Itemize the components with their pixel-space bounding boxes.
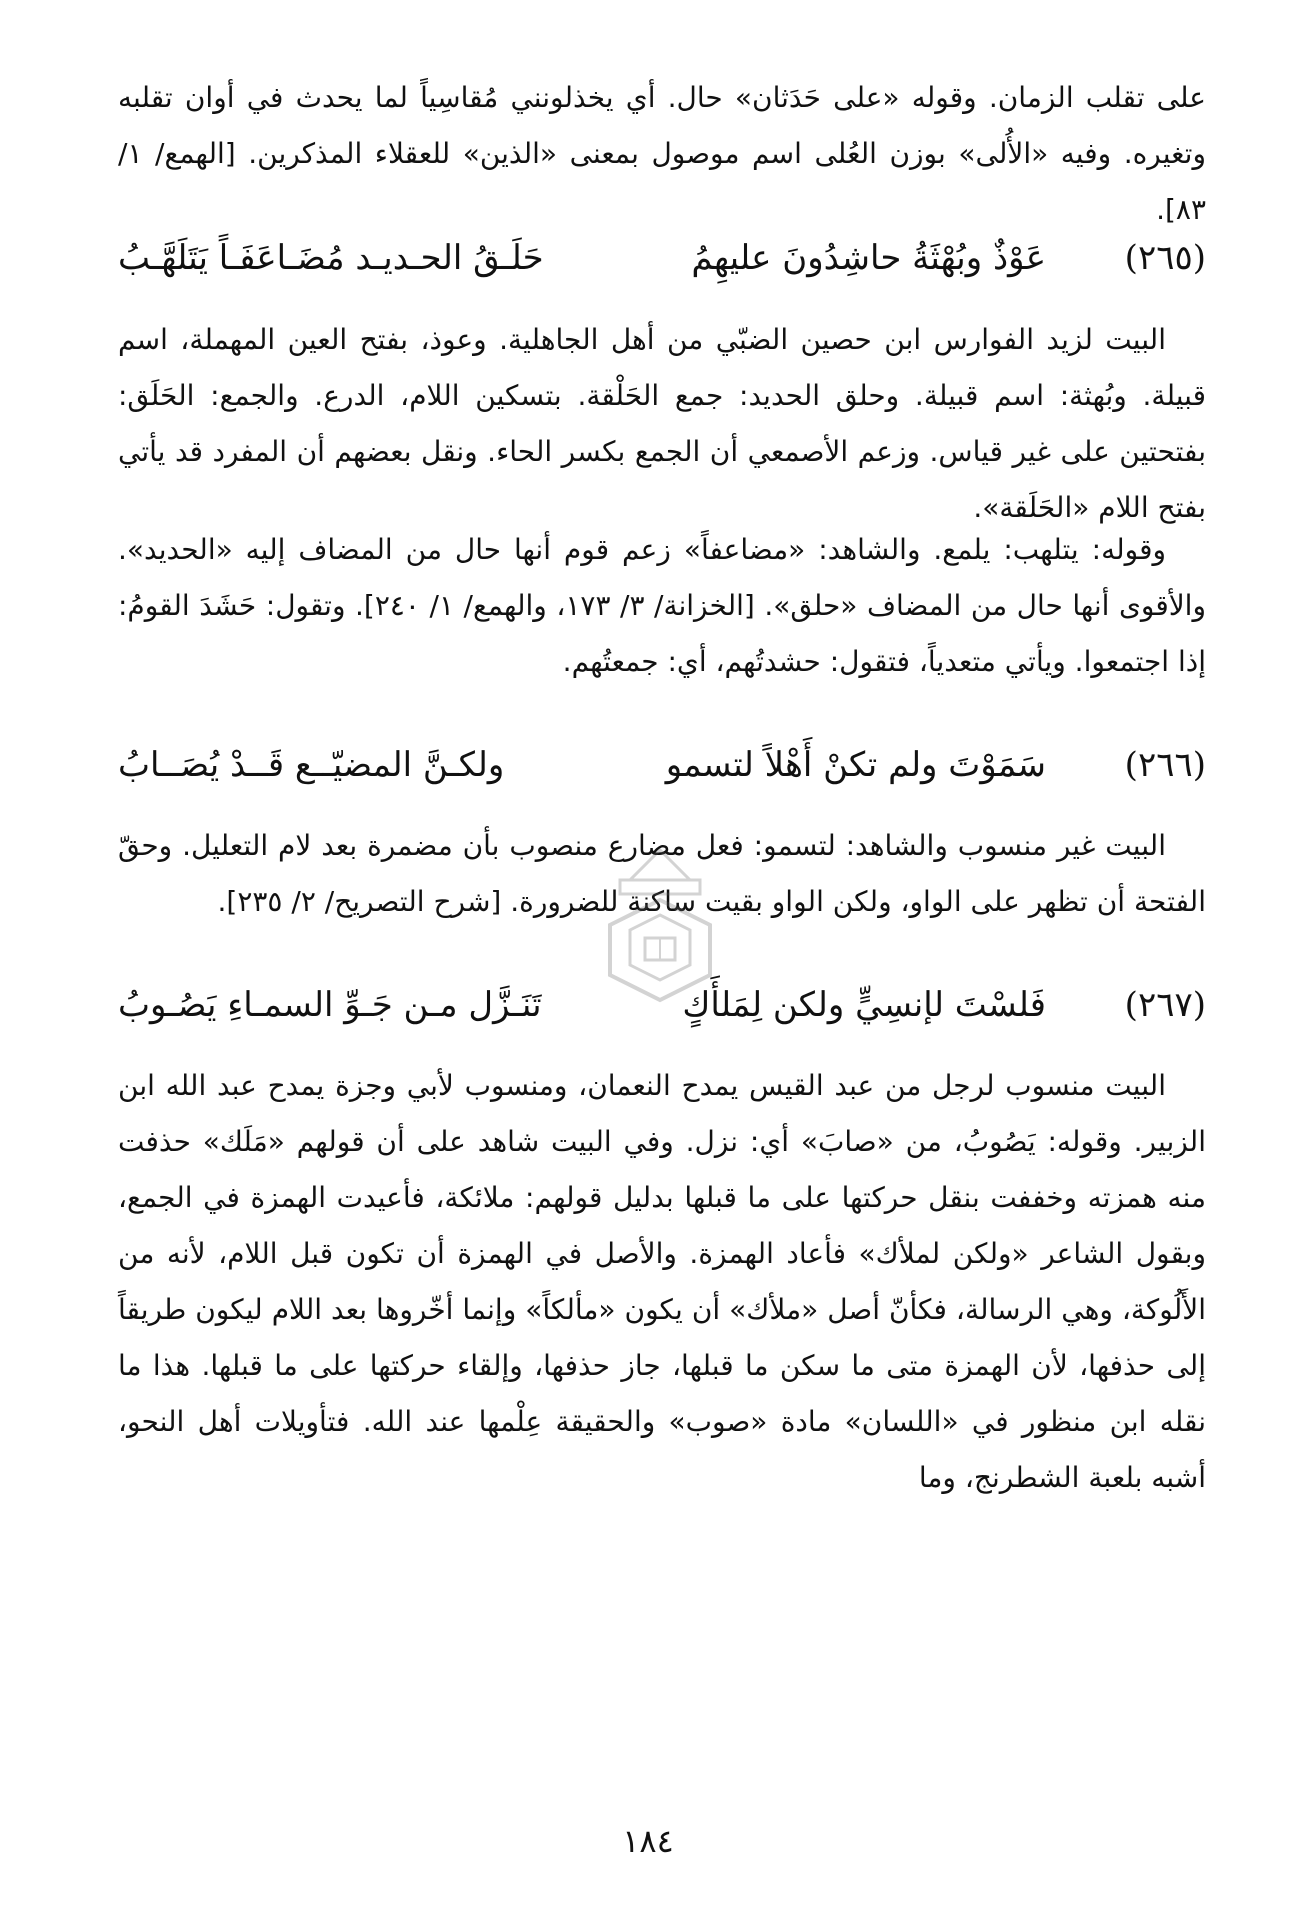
verse-number: (٢٦٥): [1124, 238, 1206, 278]
verse-number: (٢٦٧): [1124, 985, 1206, 1025]
paragraph-commentary-267: البيت منسوب لرجل من عبد القيس يمدح النعمان، ومنسوب لأبي وجزة يمدح عبد الله ابن الزبير. وقوله: يَصُوبُ، من «صابَ» أي: نزل. وفي البيت شاهد على أن قولهم «مَلَك» حذفت منه همزته وخففت بنقل حركتها على ما قبلها بدليل قولهم: ملائكة، فأعيدت الهمزة في الجمع، وبقول الشاعر «ولكن لملأك» فأعاد الهمزة. والأصل في الهمزة أن تكون قبل اللام، لأنه من الأَلُوكة، وهي الرسالة، فكأنّ أصل «ملأك» أن يكون «مألكاً» وإنما أخّروها بعد اللام ليكون طريقاً إلى حذفها، لأن الهمزة متى ما سكن ما قبلها، جاز حذفها، وإلقاء حركتها على ما قبلها. هذا ما نقله ابن منظور في «اللسان» مادة «صوب» والحقيقة عِلْمها عند الله. فتأويلات أهل النحو، أشبه بلعبة الشطرنج، وما: [118, 1069, 1206, 1494]
verse-second-hemistich: حَلَـقُ الحـديـد مُضَـاعَفَـاً يَتَلَهَّـبُ: [118, 238, 544, 278]
page-number: ١٨٤: [622, 1822, 674, 1860]
paragraph-commentary-265a: البيت لزيد الفوارس ابن حصين الضبّي من أهل الجاهلية. وعوذ، بفتح العين المهملة، اسم قبيلة. وبُهثة: اسم قبيلة. وحلق الحديد: جمع الحَلْقة. بتسكين اللام، الدرع. والجمع: الحَلَق: بفتحتين على غير قياس. وزعم الأصمعي أن الجمع بكسر الحاء. ونقل بعضهم أن المفرد قد يأتي بفتح اللام «الحَلَقة».: [118, 323, 1206, 524]
verse-first-hemistich: فَلسْتَ لإنسِيٍّ ولكن لِمَلأَكٍ: [682, 985, 1046, 1025]
paragraph-commentary-264: على تقلب الزمان. وقوله «على حَدَثان» حال. أي يخذلونني مُقاسِياً لما يحدث في أوان تقلبه وتغيره. وفيه «الأُلى» بوزن العُلى اسم موصول بمعنى «الذين» للعقلاء المذكرين. [الهمع/ ١/ ٨٣].: [118, 81, 1206, 226]
paragraph-commentary-265b: وقوله: يتلهب: يلمع. والشاهد: «مضاعفاً» زعم قوم أنها حال من المضاف إليه «الحديد». والأقوى أنها حال من المضاف «حلق». [الخزانة/ ٣/ ١٧٣، والهمع/ ١/ ٢٤٠]. وتقول: حَشَدَ القومُ: إذا اجتمعوا. ويأتي متعدياً، فتقول: حشدتُهم، أي: جمعتُهم.: [118, 533, 1206, 678]
verse-first-hemistich: عَوْذٌ وبُهْثَةُ حاشِدُونَ عليهِمُ: [691, 238, 1046, 278]
verse-265: [118, 228, 1206, 288]
verse-number: (٢٦٦): [1124, 745, 1206, 785]
verse-second-hemistich: ولكـنَّ المضيّــع قَــدْ يُصَــابُ: [118, 745, 505, 785]
verse-266: [118, 735, 1206, 795]
paragraph-commentary-266: البيت غير منسوب والشاهد: لتسمو: فعل مضارع منصوب بأن مضمرة بعد لام التعليل. وحقّ الفتحة أن تظهر على الواو، ولكن الواو بقيت ساكنة للضرورة. [شرح التصريح/ ٢/ ٢٣٥].: [118, 829, 1206, 918]
verse-267: [118, 975, 1206, 1035]
verse-second-hemistich: تَنَـزَّل مـن جَـوِّ السمـاءِ يَصُـوبُ: [118, 985, 542, 1025]
verse-first-hemistich: سَمَوْتَ ولم تكنْ أَهْلاً لتسمو: [665, 745, 1046, 785]
